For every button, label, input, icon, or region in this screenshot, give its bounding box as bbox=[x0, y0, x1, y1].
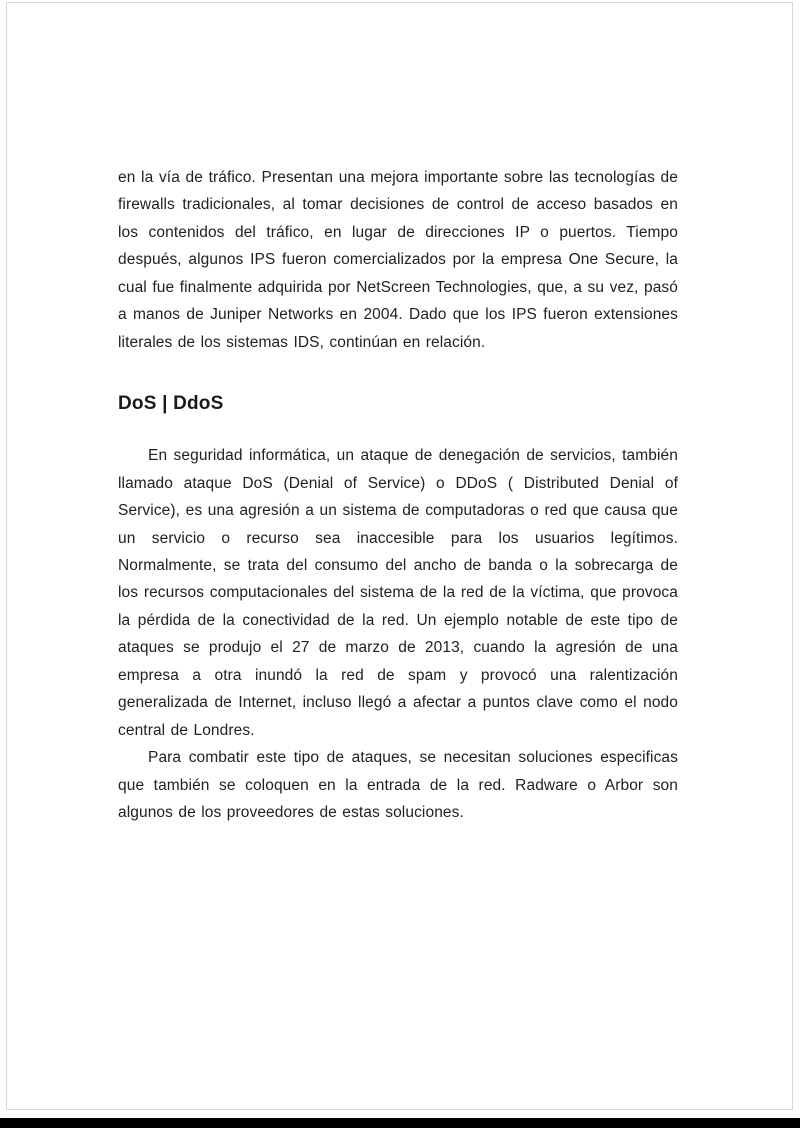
bottom-bar bbox=[0, 1118, 800, 1128]
intro-paragraph: en la vía de tráfico. Presentan una mejora importante sobre las tecnologías de firewalls tradicionales, al tomar decisiones de control de acceso basados en los contenidos del tráfico, en lugar de direcciones IP o puertos. Tiempo después, algunos IPS fueron comercializados por la empresa One Secure, la cual fue finalmente adquirida por NetScreen Technologies, que, a su vez, pasó a manos de Juniper Networks en 2004. Dado que los IPS fueron extensiones literales de los sistemas IDS, continúan en relación. bbox=[118, 169, 678, 351]
section-heading: DoS | DdoS bbox=[118, 393, 224, 415]
document-content bbox=[118, 164, 678, 827]
section-paragraph-1: En seguridad informática, un ataque de denegación de servicios, también llamado ataque DoS (Denial of Service) o DDoS ( Distributed Denial of Service), es una agresión a un sistema de computadoras o red que causa que un servicio o recurso sea inaccesible para los usuarios legítimos. Normalmente, se trata del consumo del ancho de banda o la sobrecarga de los recursos computacionales del sistema de la red de la víctima, que provoca la pérdida de la conectividad de la red. Un ejemplo notable de este tipo de ataques se produjo el 27 de marzo de 2013, cuando la agresión de una empresa a otra inundó la red de spam y provocó una ralentización generalizada de Internet, incluso llegó a afectar a puntos clave como el nodo central de Londres. bbox=[118, 447, 678, 739]
section-paragraph-2: Para combatir este tipo de ataques, se necesitan soluciones especificas que también se coloquen en la entrada de la red. Radware o Arbor son algunos de los proveedores de estas soluciones. bbox=[118, 749, 678, 822]
